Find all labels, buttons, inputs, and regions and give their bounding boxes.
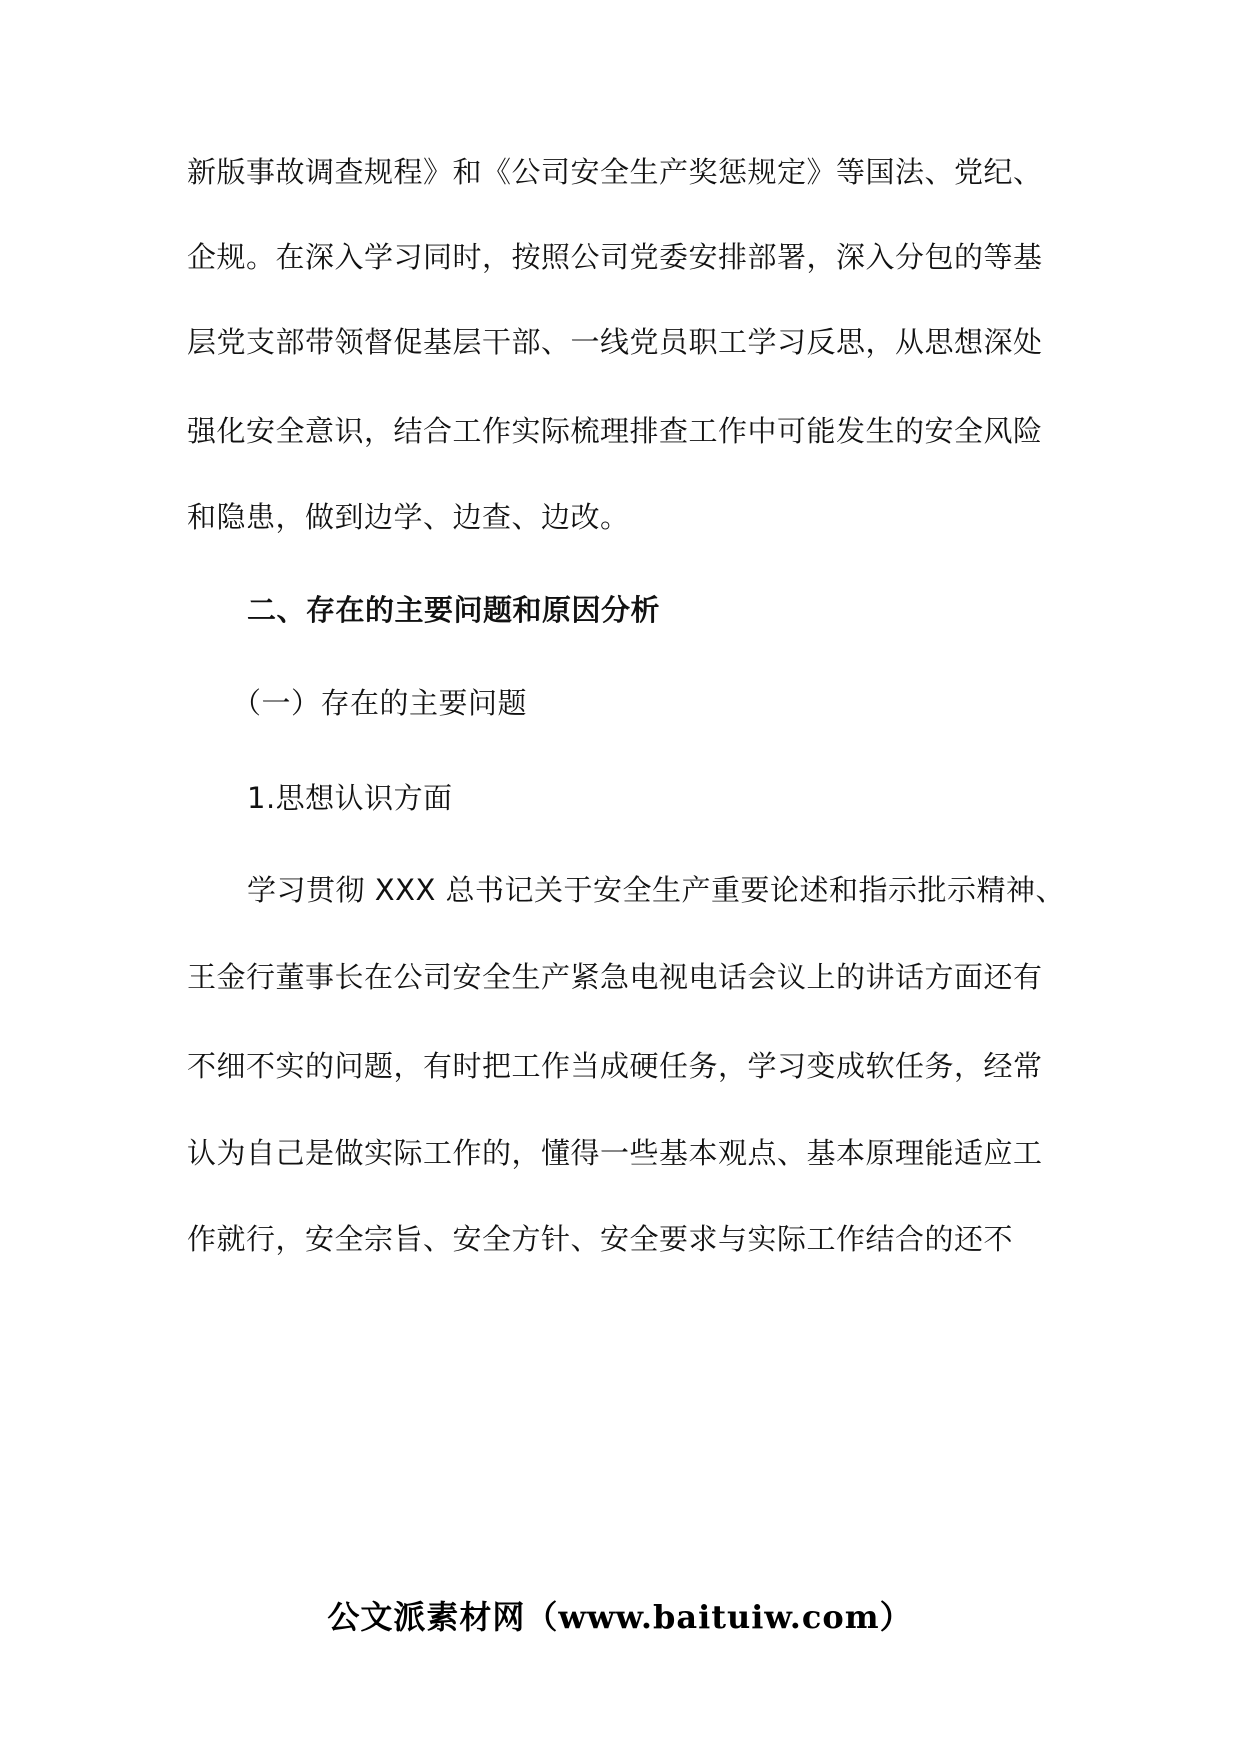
paragraph-line: 王金行董事长在公司安全生产紧急电视电话会议上的讲话方面还有: [187, 960, 1043, 994]
paragraph-line: 和隐患，做到边学、边查、边改。: [187, 500, 630, 534]
item-heading: 1.思想认识方面: [247, 781, 453, 815]
subsection-heading: （一）存在的主要问题: [232, 686, 528, 720]
paragraph-line: 层党支部带领督促基层干部、一线党员职工学习反思，从思想深处: [187, 325, 1043, 359]
paragraph-line: 作就行，安全宗旨、安全方针、安全要求与实际工作结合的还不: [187, 1222, 1014, 1256]
paragraph-line: 学习贯彻 XXX 总书记关于安全生产重要论述和指示批示精神、: [247, 873, 1066, 907]
paragraph-line: 不细不实的问题，有时把工作当成硬任务，学习变成软任务，经常: [187, 1049, 1043, 1083]
source-footer: 公文派素材网（www.baituiw.com）: [327, 1598, 913, 1636]
section-heading: 二、存在的主要问题和原因分析: [247, 593, 661, 627]
paragraph-line: 强化安全意识，结合工作实际梳理排查工作中可能发生的安全风险: [187, 414, 1043, 448]
paragraph-line: 认为自己是做实际工作的，懂得一些基本观点、基本原理能适应工: [187, 1136, 1043, 1170]
paragraph-line: 企规。在深入学习同时，按照公司党委安排部署，深入分包的等基: [187, 240, 1043, 274]
paragraph-line: 新版事故调查规程》和《公司安全生产奖惩规定》等国法、党纪、: [187, 155, 1043, 189]
